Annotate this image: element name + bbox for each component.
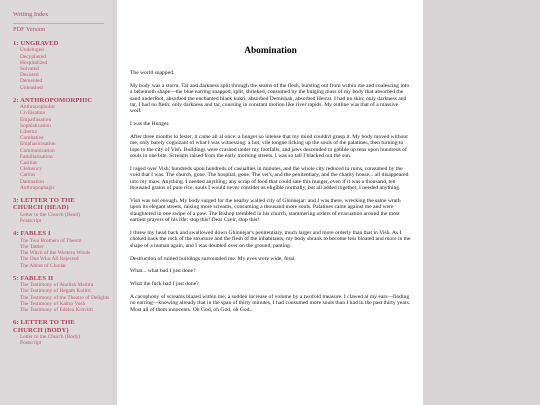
chapter-item-link[interactable]: Caritas	[20, 172, 36, 179]
chapter-item-link[interactable]: Communication	[20, 147, 55, 154]
chapter-item-link[interactable]: Emphasicisation	[20, 141, 56, 148]
chapter-item-link[interactable]: Sophistication	[20, 122, 51, 129]
chapter-list	[13, 40, 112, 346]
chapter-item-link[interactable]: The One Who All Rejected	[20, 256, 79, 263]
paragraph: My body was a storm. Tar and darkness split through the seams of the flesh, bursting out from within me and coalescing into a behemoth shape—the blue earring snapped, split, shrieked, consumed by the bulging mass of my body that absorbed the sand underfoot, absorbed the enchanted black kukri, absorbed Demishah, absorbed Herrat. I had no skin; only darkness and tar, I had no flesh; only darkness and tar, coursing in constant motion like river rapids. My outline was that of a massive wolf.	[130, 82, 410, 115]
chapter-item-link[interactable]: Postscript	[20, 218, 42, 225]
writing-index-link[interactable]: Writing Index	[13, 11, 49, 18]
chapter-item-link[interactable]: Empathisation	[20, 116, 52, 123]
sidebar-nav	[0, 0, 112, 405]
chapter-item-link[interactable]: Letter to the Church (Head)	[20, 211, 80, 218]
chapter-item-link[interactable]: Civilisation	[20, 110, 46, 117]
paragraph: I threw my head back and swallowed down Ghinnejar's penitentiary, much larger and more orderly than that in Vish. As I choked back the rock of the structure and the flesh of the inhabitants, my body shrank to become less bloated and more in the shape of a human again, and I was doubled over on the ground, panting.	[130, 230, 411, 249]
document-body	[130, 70, 411, 313]
chapter-item-link[interactable]: Anthropophobic	[20, 104, 56, 111]
paragraph: What the fuck had I just done?	[130, 281, 199, 288]
chapter-section	[13, 40, 112, 91]
sidebar-divider	[13, 23, 104, 24]
chapter-item-link[interactable]: The Testimony of Hegath Kulitri	[20, 288, 91, 295]
chapter-item-link[interactable]: The Two Brothers of Theom	[20, 237, 82, 244]
chapter-item-link[interactable]: Damnation	[20, 178, 44, 185]
chapter-section	[13, 197, 112, 224]
chapter-title-link[interactable]: 2: ANTHROPOMORPHIC	[13, 96, 93, 104]
chapter-item-link[interactable]: The Testimony of Kaltur Vosh	[20, 300, 86, 307]
chapter-section	[13, 97, 112, 191]
chapter-title-link[interactable]: 4: FABLES I	[13, 230, 51, 238]
chapter-item-link[interactable]: Familiarisation	[20, 153, 53, 160]
chapter-item-link[interactable]: The Testimony of the Theatre of Delights	[20, 294, 110, 301]
pdf-version-link[interactable]: PDF Version	[13, 25, 46, 33]
chapter-item-link[interactable]: Liberna	[20, 129, 37, 136]
paragraph: What... what had I just done?	[130, 268, 196, 275]
chapter-section	[13, 319, 112, 346]
chapter-item-link[interactable]: Solvated	[20, 66, 39, 73]
document-title: Abomination	[244, 46, 297, 56]
paragraph: The world snapped.	[130, 70, 175, 76]
chapter-item-link[interactable]: The Testimony of Edelea Kritvitti	[20, 306, 93, 313]
chapter-item-link[interactable]: The Witch of the Western Winds	[20, 250, 91, 257]
chapter-title-link[interactable]: 6: LETTER TO THE CHURCH (BODY)	[13, 319, 75, 334]
chapter-item-link[interactable]: Hospitalized	[20, 59, 48, 66]
chapter-item-link[interactable]: The Abbot of Chodar	[20, 262, 66, 269]
chapter-item-link[interactable]: Anthropophagic	[20, 184, 56, 191]
chapter-section	[13, 275, 112, 313]
chapter-item-link[interactable]: Decyphered	[20, 53, 47, 60]
chapter-title-link[interactable]: 5: FABLES II	[13, 274, 54, 282]
chapter-item-link[interactable]: Casitias	[20, 160, 38, 167]
chapter-section	[13, 230, 112, 268]
paragraph: I raged over Vish; hundreds upon hundreds of casualties in minutes, and the whole city reduced to ruins, consumed by the void that I was. The church, gone. The hospital, gone. The vet's, and the penitentiary, and the charity house... all disappeared into my maw. Anything. I needed anything; any scrap of food that could sate this hunger, even if it was a thousand, ten thousand grains of pure rice, souls I would never consider as eligible normally, but all added together, I needed anything.	[130, 166, 409, 192]
paragraph: A cacophony of screams blazed within me; a sudden increase of volume by a twofold measure. I clawed at my ears—finding no earring—knowing already that in the span of thirty minutes, I had consumed more souls than I had in the past thirty years. Most all of them innocents. Oh God, oh God, oh God...	[130, 294, 411, 313]
paragraph: I was the Hunger.	[130, 121, 170, 128]
document-page	[117, 0, 423, 405]
chapter-item-link[interactable]: The Testimony of Abolish Medira	[20, 282, 94, 289]
paragraph: Destruction of ruined buildings surrounded me. My eyes were wide, feral.	[130, 255, 296, 262]
chapter-item-link[interactable]: Postscript	[20, 340, 42, 347]
chapter-item-link[interactable]: Clemency	[20, 166, 42, 173]
chapter-title-link[interactable]: 3: LETTER TO THE CHURCH (HEAD)	[13, 197, 75, 212]
chapter-item-link[interactable]: The Tattler	[20, 243, 44, 250]
chapter-item-link[interactable]: Unleashed	[20, 84, 43, 91]
chapter-title-link[interactable]: 1: UNGRAVED	[13, 40, 59, 47]
chapter-item-link[interactable]: Desisted	[20, 72, 39, 79]
chapter-item-link[interactable]: Letter to the Church (Body)	[20, 333, 81, 340]
paragraph: After three months to fester, it came all at once: a hunger so intense that my mind couldn't grasp it. My body moved without me, only barely cognizant of what I was witnessing: a hot, vile tongue licking up the souls of the palatines, then turning to lope to the city of Vish. Buildings were crushed under my footfalls, and jaws descended to gobble up tens upon hundreds of souls in one bite. Screams raised from the early morning streets. I was so tall I blacked out the sun.	[130, 134, 408, 160]
chapter-item-link[interactable]: Combative	[20, 135, 44, 142]
chapter-item-link[interactable]: Undeluged	[20, 47, 44, 54]
paragraph: Vish was not enough. My body surged for the nearby walled city of Ghinnejar: and I was there, wrecking the same wrath upon its elegant streets, raising more screams, consuming a thousand more souls. Palatines came against me and were slaughtered in one swipe of a paw. The Bishop trembled in his church, stammering orders of evacuation around the most earnest prayers of his life: stop this! Dear Czeir, stop this!	[130, 198, 401, 224]
chapter-item-link[interactable]: Demented	[20, 78, 43, 85]
